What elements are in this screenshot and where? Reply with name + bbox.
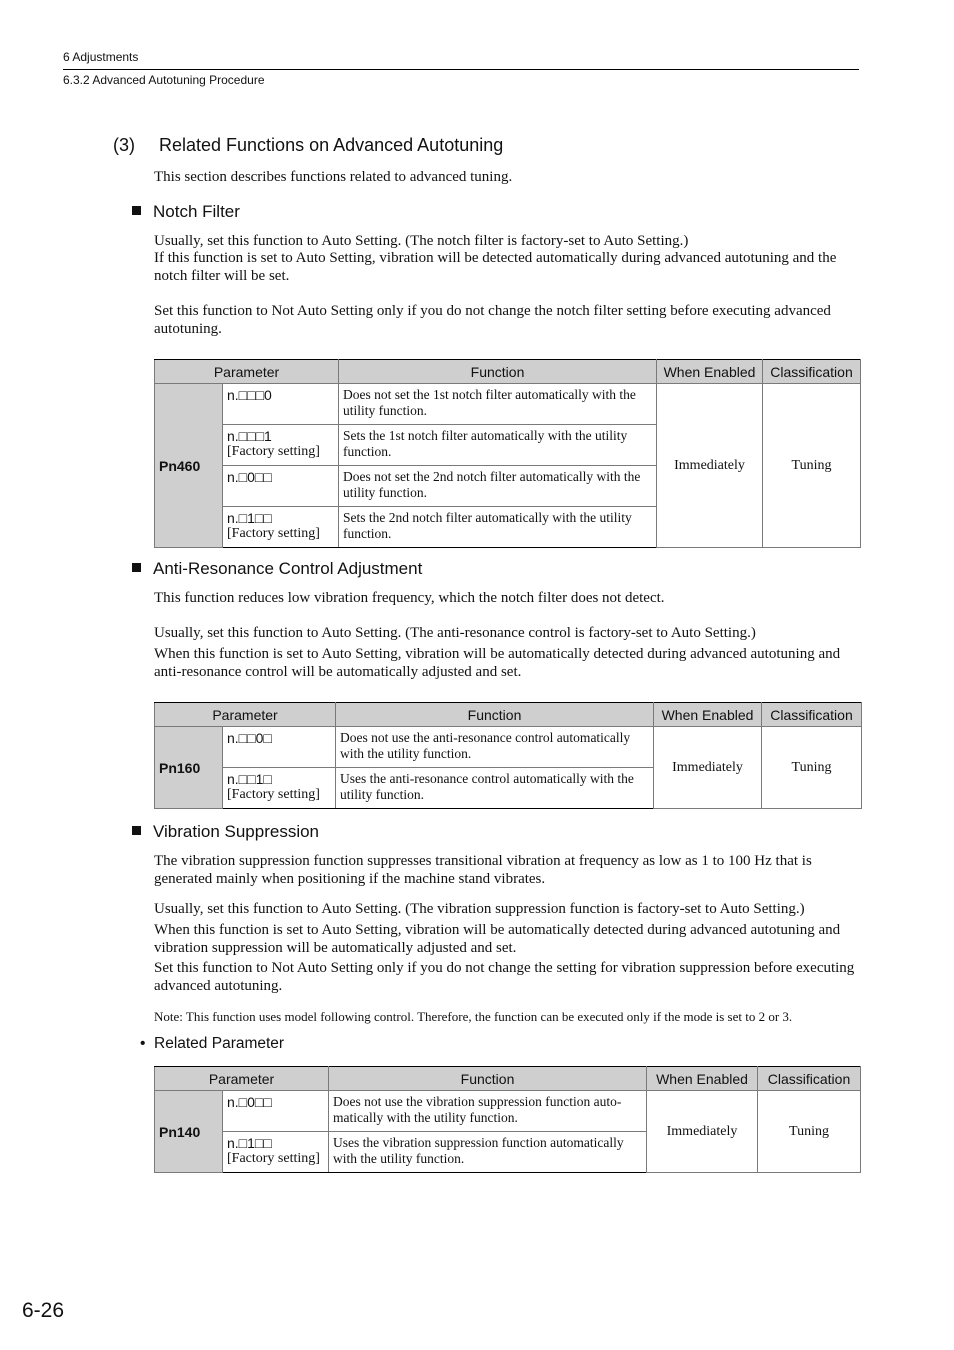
notch-para-2: If this function is set to Auto Setting, vibration will be detected automatically during advanced autotuning and the notch filter will be set.: [154, 250, 837, 284]
anti-resonance-heading-text: Anti-Resonance Control Adjustment: [153, 559, 423, 578]
value-code: n.□1□□: [227, 1135, 272, 1151]
classification: Tuning: [758, 1091, 861, 1173]
anti-resonance-heading: [132, 559, 422, 579]
notch-parameter-table: [154, 359, 861, 548]
square-bullet-icon: [132, 206, 141, 215]
section-heading: [113, 135, 503, 156]
when-enabled: Immediately: [654, 727, 762, 809]
notch-para-1: Usually, set this function to Auto Setting. (The notch filter is factory-set to Auto Setting.): [154, 233, 689, 249]
vibration-suppression-heading: [132, 822, 319, 842]
value-code: n.□□0□: [227, 730, 272, 746]
function-description: Uses the anti-resonance control automatically with the utility function.: [336, 768, 654, 809]
section-number: (3): [113, 135, 135, 155]
col-header-classification: Classification: [758, 1067, 861, 1091]
when-enabled: Immediately: [657, 384, 763, 548]
function-description: Uses the vibration suppression function automatically with the utility function.: [329, 1132, 647, 1173]
parameter-value: [223, 425, 339, 466]
classification: Tuning: [762, 727, 862, 809]
section-title: Related Functions on Advanced Autotuning: [159, 135, 504, 155]
factory-setting-label: [Factory setting]: [227, 1151, 320, 1166]
value-code: n.□□□1: [227, 428, 272, 444]
function-description: Does not use the anti-resonance control automatically with the utility function.: [336, 727, 654, 768]
value-code: n.□1□□: [227, 510, 272, 526]
col-header-parameter: Parameter: [155, 703, 336, 727]
function-description: Does not use the vibration suppression function auto-matically with the utility function.: [329, 1091, 647, 1132]
notch-filter-heading: [132, 202, 240, 222]
col-header-when-enabled: When Enabled: [647, 1067, 758, 1091]
table-header-row: [155, 703, 862, 727]
parameter-value: [223, 466, 339, 507]
note-text: Note: This function uses model following control. Therefore, the function can be executed only if the mode is set to 2 or 3.: [154, 1009, 793, 1024]
antires-para-3: When this function is set to Auto Setting, vibration will be automatically detected during advanced autotuning and anti-resonance control will be automatically adjusted and set.: [154, 646, 841, 680]
value-code: n.□□□0: [227, 387, 272, 403]
function-description: Does not set the 2nd notch filter automatically with the utility function.: [339, 466, 657, 507]
vibsup-para-4: Set this function to Not Auto Setting only if you do not change the setting for vibration suppression before executing advanced autotuning.: [154, 960, 855, 994]
col-header-function: Function: [329, 1067, 647, 1091]
value-code: n.□0□□: [227, 469, 272, 485]
antires-parameter-table: [154, 702, 862, 809]
parameter-value: [223, 727, 336, 768]
antires-para-2: Usually, set this function to Auto Setting. (The anti-resonance control is factory-set to Auto Setting.): [154, 625, 756, 641]
notch-para-3: Set this function to Not Auto Setting only if you do not change the notch filter setting before executing advanced autotuning.: [154, 303, 831, 337]
table-header-row: [155, 1067, 861, 1091]
col-header-when-enabled: When Enabled: [654, 703, 762, 727]
col-header-parameter: Parameter: [155, 1067, 329, 1091]
value-code: n.□0□□: [227, 1094, 272, 1110]
parameter-number: Pn460: [155, 384, 223, 548]
running-header-chapter: 6 Adjustments: [63, 50, 139, 64]
col-header-when-enabled: When Enabled: [657, 360, 763, 384]
square-bullet-icon: [132, 563, 141, 572]
parameter-number: Pn160: [155, 727, 223, 809]
vibration-suppression-heading-text: Vibration Suppression: [153, 822, 320, 841]
classification: Tuning: [763, 384, 861, 548]
parameter-number: Pn140: [155, 1091, 223, 1173]
col-header-classification: Classification: [762, 703, 862, 727]
parameter-value: [223, 768, 336, 809]
col-header-classification: Classification: [763, 360, 861, 384]
bullet-dot-icon: •: [140, 1035, 146, 1052]
factory-setting-label: [Factory setting]: [227, 787, 320, 802]
value-code: n.□□1□: [227, 771, 272, 787]
page-number: 6-26: [22, 1299, 65, 1322]
function-description: Sets the 1st notch filter automatically with the utility function.: [339, 425, 657, 466]
notch-filter-heading-text: Notch Filter: [153, 202, 240, 221]
col-header-function: Function: [339, 360, 657, 384]
function-description: Does not set the 1st notch filter automatically with the utility function.: [339, 384, 657, 425]
factory-setting-label: [Factory setting]: [227, 526, 320, 541]
parameter-value: [223, 1132, 329, 1173]
factory-setting-label: [Factory setting]: [227, 444, 320, 459]
col-header-function: Function: [336, 703, 654, 727]
function-description: Sets the 2nd notch filter automatically with the utility function.: [339, 507, 657, 548]
related-parameter-bullet: [140, 1035, 284, 1053]
header-rule: [63, 69, 859, 70]
table-header-row: [155, 360, 861, 384]
table-row: [155, 1091, 861, 1132]
col-header-parameter: Parameter: [155, 360, 339, 384]
parameter-value: [223, 384, 339, 425]
related-parameter-label: Related Parameter: [154, 1035, 285, 1052]
vibsup-para-2: Usually, set this function to Auto Setting. (The vibration suppression function is factory-set to Auto Setting.): [154, 901, 805, 917]
running-header-section: 6.3.2 Advanced Autotuning Procedure: [63, 73, 265, 87]
when-enabled: Immediately: [647, 1091, 758, 1173]
vibsup-parameter-table: [154, 1066, 861, 1173]
table-row: [155, 727, 862, 768]
parameter-value: [223, 1091, 329, 1132]
square-bullet-icon: [132, 826, 141, 835]
table-row: [155, 384, 861, 425]
antires-para-1: This function reduces low vibration frequency, which the notch filter does not detect.: [154, 590, 665, 606]
parameter-value: [223, 507, 339, 548]
vibsup-para-3: When this function is set to Auto Setting, vibration will be automatically detected during advanced autotuning and vibration suppression will be automatically adjusted and set.: [154, 922, 841, 956]
section-intro: This section describes functions related to advanced tuning.: [154, 169, 513, 185]
vibsup-para-1: The vibration suppression function suppresses transitional vibration at frequency as low as 1 to 100 Hz that is generated mainly when positioning if the machine stand vibrates.: [154, 853, 812, 887]
